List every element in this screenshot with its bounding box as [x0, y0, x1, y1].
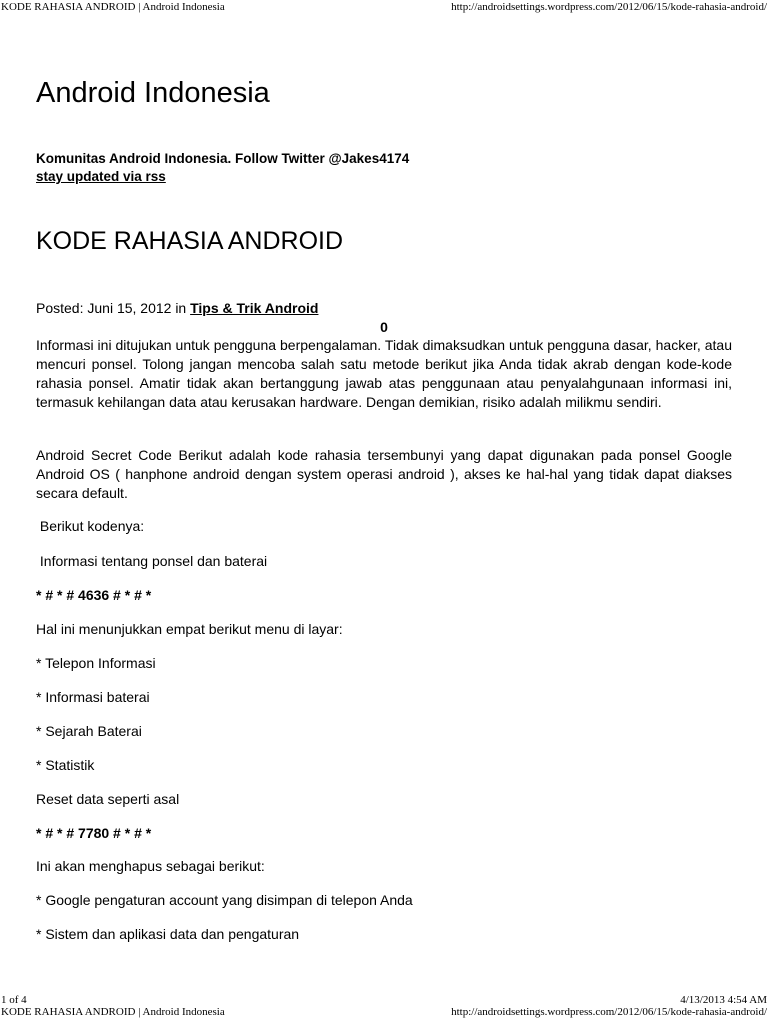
print-header-url: http://androidsettings.wordpress.com/2012/06/15/kode-rahasia-android/ [451, 1, 767, 13]
list-item: * Statistik [36, 757, 95, 773]
posted-date: Posted: Juni 15, 2012 in [36, 300, 191, 316]
print-datetime: 4/13/2013 4:54 AM [680, 994, 767, 1006]
print-header-title: KODE RAHASIA ANDROID | Android Indonesia [1, 1, 225, 13]
codes-heading: Berikut kodenya: [36, 518, 145, 534]
comment-count-link[interactable] [36, 318, 732, 336]
print-footer-url: http://androidsettings.wordpress.com/2012/06/15/kode-rahasia-android/ [451, 1006, 767, 1018]
comment-count[interactable]: 0 [380, 319, 388, 335]
list-item: * Sejarah Baterai [36, 723, 142, 739]
intro-paragraph: Informasi ini ditujukan untuk pengguna berpengalaman. Tidak dimaksudkan untuk pengguna dasar, hacker, atau mencuri ponsel. Tolong jangan mencoba salah satu metode berikut jika Anda tidak akrab dengan kode-kode rahasia ponsel. Amatir tidak akan bertanggung jawab atas penggunaan atau penyalahgunaan informasi ini, termasuk kehilangan data atau kerusakan hardware. Dengan demikian, risiko adalah milikmu sendiri. [36, 337, 732, 410]
print-footer-title: KODE RAHASIA ANDROID | Android Indonesia [1, 1006, 225, 1018]
list-item: * Google pengaturan account yang disimpan di telepon Anda [36, 892, 413, 908]
category-link[interactable]: Tips & Trik Android [190, 300, 319, 316]
page-number: 1 of 4 [1, 994, 27, 1006]
reset-heading: Reset data seperti asal [36, 791, 180, 807]
code-7780-description: Ini akan menghapus sebagai berikut: [36, 858, 265, 874]
rss-link[interactable]: stay updated via rss [36, 169, 166, 184]
code-4636-description: Hal ini menunjukkan empat berikut menu di layar: [36, 621, 343, 637]
post-meta [36, 299, 318, 317]
info-heading: Informasi tentang ponsel dan baterai [36, 553, 268, 569]
post-title: KODE RAHASIA ANDROID [36, 227, 344, 255]
site-tagline: Komunitas Android Indonesia. Follow Twitter @Jakes4174 [36, 151, 410, 166]
list-item: * Sistem dan aplikasi data dan pengaturan [36, 926, 300, 942]
secret-code-paragraph: Android Secret Code Berikut adalah kode rahasia tersembunyi yang dapat digunakan pada ponsel Google Android OS ( hanphone android dengan system operasi android ), akses ke hal-hal yang tidak dapat diakses secara default. [36, 447, 732, 501]
code-4636: * # * # 4636 # * # * [36, 587, 152, 603]
list-item: * Telepon Informasi [36, 655, 156, 671]
site-title[interactable]: Android Indonesia [36, 77, 270, 109]
code-7780: * # * # 7780 # * # * [36, 825, 152, 841]
list-item: * Informasi baterai [36, 689, 150, 705]
